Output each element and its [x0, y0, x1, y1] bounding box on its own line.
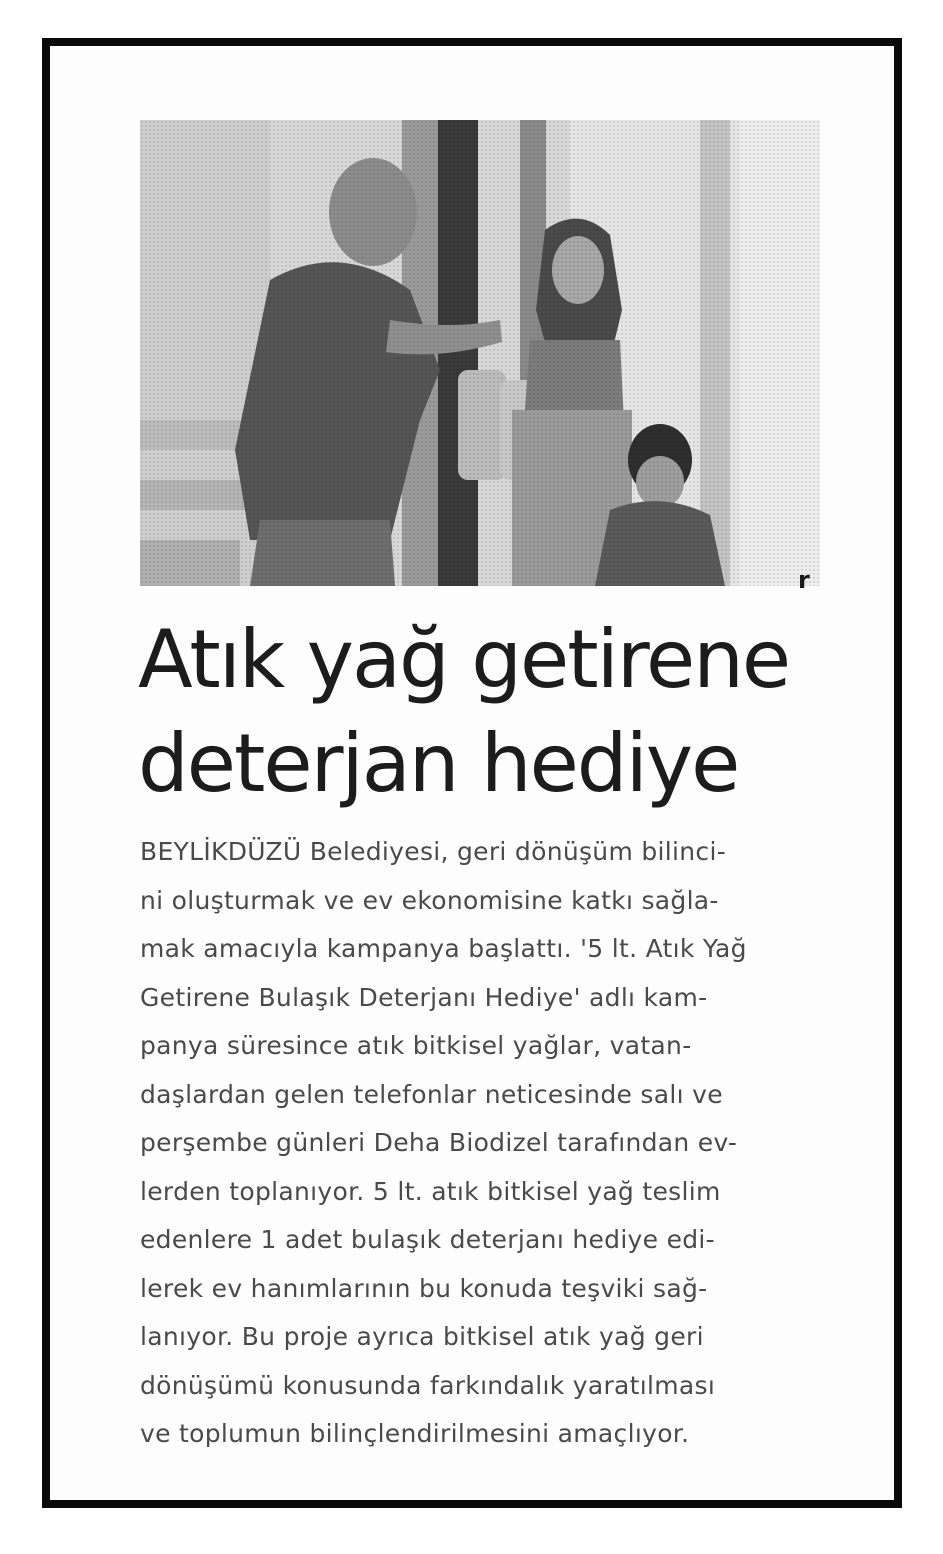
body-line: perşembe günleri Deha Biodizel tarafından ev- — [140, 1128, 738, 1157]
body-line: mak amacıyla kampanya başlattı. '5 lt. Atık Yağ — [140, 934, 747, 963]
photo-corner-mark: r — [798, 566, 810, 594]
body-line: dönüşümü konusunda farkındalık yaratılması — [140, 1370, 716, 1400]
headline-line: Atık yağ getirene — [138, 613, 790, 706]
body-line: lerek ev hanımlarının bu konuda teşviki sağ- — [140, 1273, 708, 1303]
newspaper-clipping — [42, 38, 902, 1508]
body-line: ve toplumun bilinçlendirilmesini amaçlıyor. — [140, 1419, 690, 1448]
article-photo-image — [140, 120, 820, 586]
body-line: edenlere 1 adet bulaşık deterjanı hediye edi- — [140, 1225, 715, 1254]
body-line: ni oluşturmak ve ev ekonomisine katkı sağla- — [140, 885, 719, 915]
headline — [138, 608, 858, 816]
headline-line: deterjan hediye — [138, 717, 739, 810]
article-photo — [140, 120, 820, 586]
body-line: lerden toplanıyor. 5 lt. atık bitkisel yağ teslim — [140, 1176, 721, 1206]
body-line: panya süresince atık bitkisel yağlar, vatan- — [140, 1031, 692, 1060]
body-line: daşlardan gelen telefonlar neticesinde salı ve — [140, 1079, 723, 1109]
body-line: Getirene Bulaşık Deterjanı Hediye' adlı kam- — [140, 982, 708, 1012]
body-line: BEYLİKDÜZÜ Belediyesi, geri dönüşüm bilinci- — [140, 837, 727, 866]
body-line: lanıyor. Bu proje ayrıca bitkisel atık yağ geri — [140, 1322, 704, 1351]
article-body — [140, 828, 842, 1459]
